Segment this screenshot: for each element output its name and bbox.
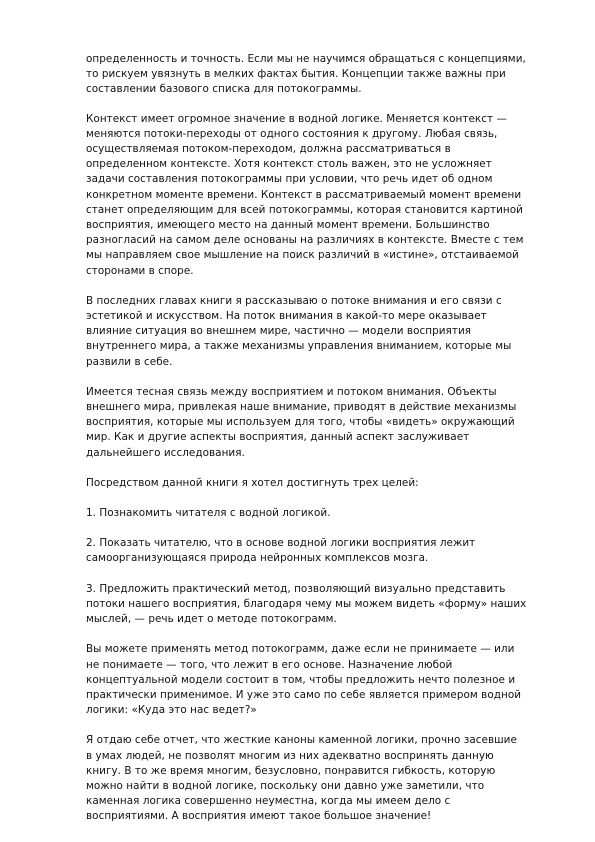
paragraph-closing: Я отдаю себе отчет, что жесткие каноны каменной логики, прочно засевшие в умах людей, не позволят многим из них адекватно воспринять данную книгу. В то же время многим, безусловно, понравится гибкость, которую можно найти в водной логике, поскольку они давно уже заметили, что каменная логика совершенно неуместна, когда мы имеем дело с восприятиями. А восприятия имеют такое большое значение! — [86, 734, 517, 823]
list-item-goal-2: 2. Показать читателю, что в основе водной логики восприятия лежит самоорганизующаяся природа нейронных комплексов мозга. — [86, 537, 476, 565]
list-item-goal-1: 1. Познакомить читателя с водной логикой. — [86, 507, 331, 520]
paragraph-context: Контекст имеет огромное значение в водной логике. Меняется контекст — меняются потоки-переходы от одного состояния к другому. Любая связь, осуществляемая потоком-переходом, должна рассматриваться в определенном контексте. Хотя контекст столь важен, это не усложняет задачи составления потокограммы при условии, что речь идет об одном конкретном моменте времени. Контекст в рассматриваемый момент времени станет определяющим для всей потокограммы, которая становится картиной восприятия, имеющего место на данный момент времени. Большинство разногласий на самом деле основаны на различиях в контексте. Вместе с тем мы направляем свое мышление на поиск различий в «истине», отстаиваемой сторонами в споре. — [86, 112, 524, 277]
paragraph-perception-link: Имеется тесная связь между восприятием и потоком внимания. Объекты внешнего мира, привлекая наше внимание, приводят в действие механизмы восприятия, которые мы используем для того, чтобы «видеть» окружающий мир. Как и другие аспекты восприятия, данный аспект заслуживает дальнейшего исследования. — [86, 385, 517, 459]
paragraph-attention-flow: В последних главах книги я рассказываю о потоке внимания и его связи с эстетикой и искусством. На поток внимания в какой-то мере оказывает влияние ситуация во внешнем мире, частично — модели восприятия внутреннего мира, а также механизмы управления вниманием, которые мы развили в себе. — [86, 294, 512, 368]
paragraph-continuation: определенность и точность. Если мы не научимся обращаться с концепциями, то рискуем увязнуть в мелких фактах бытия. Концепции также важны при составлении базового списка для потокограммы. — [86, 53, 526, 96]
list-item-goal-3: 3. Предложить практический метод, позволяющий визуально представить потоки нашего восприятия, благодаря чему мы можем видеть «форму» наших мыслей, — речь идет о методе потокограмм. — [86, 582, 527, 626]
document-body — [86, 52, 546, 840]
paragraph-goals-intro: Посредством данной книги я хотел достигнуть трех целей: — [86, 476, 419, 489]
paragraph-method-usage: Вы можете применять метод потокограмм, даже если не принимаете — или не понимаете — того, что лежит в его основе. Назначение любой концептуальной модели состоит в том, чтобы предложить нечто полезное и практически применимое. И уже это само по себе является примером водной логики: «Куда это нас ведет?» — [86, 643, 522, 717]
